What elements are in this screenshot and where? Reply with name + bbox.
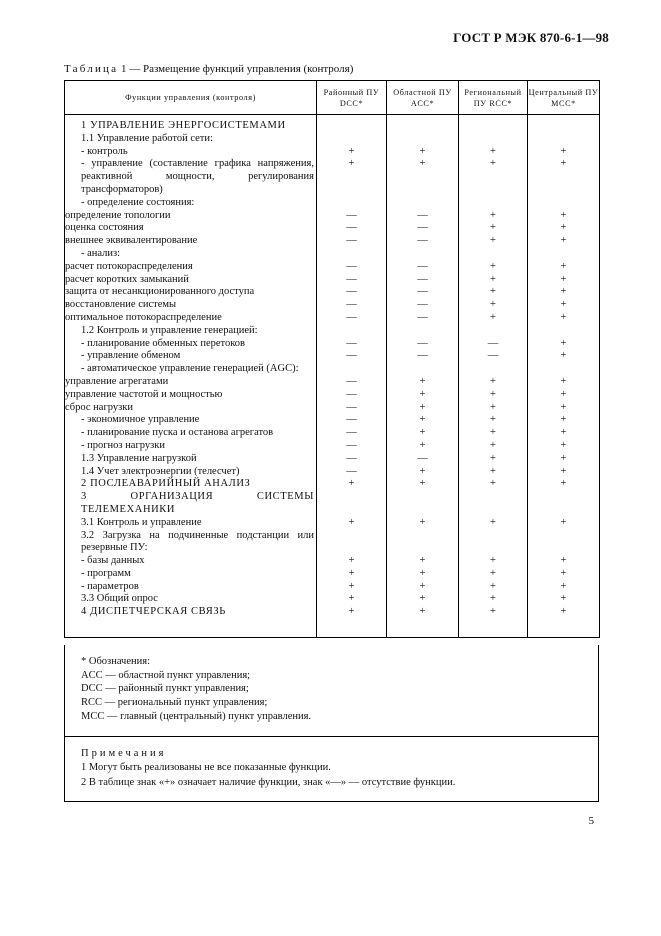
presence-mark: + [528, 606, 600, 637]
table-row [65, 376, 600, 389]
function-label: - определение состояния: [65, 197, 317, 210]
table-caption-word: Таблица [64, 63, 119, 75]
presence-mark [528, 491, 600, 517]
table-row [65, 222, 600, 235]
table-row [65, 350, 600, 363]
function-label: - прогноз нагрузки [65, 440, 317, 453]
function-label: 2 ПОСЛЕАВАРИЙНЫЙ АНАЛИЗ [65, 478, 317, 491]
presence-mark: + [317, 517, 387, 530]
presence-mark [387, 530, 459, 556]
presence-mark: + [459, 299, 528, 312]
presence-mark: + [528, 555, 600, 568]
presence-mark: + [528, 440, 600, 453]
presence-mark [317, 115, 387, 133]
table-row [65, 261, 600, 274]
presence-mark [317, 133, 387, 146]
presence-mark [387, 491, 459, 517]
presence-mark [459, 363, 528, 376]
table-row [65, 133, 600, 146]
table-body [65, 115, 600, 638]
presence-mark: + [528, 338, 600, 351]
presence-mark [528, 325, 600, 338]
presence-mark [528, 530, 600, 556]
table-row [65, 606, 600, 637]
presence-mark: — [317, 414, 387, 427]
function-label: - контроль [65, 146, 317, 159]
presence-mark: + [459, 389, 528, 402]
presence-mark: + [387, 606, 459, 637]
presence-mark: — [387, 274, 459, 287]
column-header-functions: Функции управления (контроля) [65, 81, 317, 115]
presence-mark [528, 197, 600, 210]
function-label: 1 УПРАВЛЕНИЕ ЭНЕРГОСИСТЕМАМИ [65, 115, 317, 133]
function-label: - планирование обменных перетоков [65, 338, 317, 351]
presence-mark [459, 325, 528, 338]
presence-mark: + [459, 274, 528, 287]
presence-mark [459, 530, 528, 556]
remark-item: 2 В таблице знак «+» означает наличие функции, знак «—» — отсутствие функции. [81, 776, 456, 788]
function-label: оптимальное потокораспределение [65, 312, 317, 325]
function-label: 3 ОРГАНИЗАЦИЯ СИСТЕМЫ ТЕЛЕМЕХАНИКИ [65, 491, 317, 517]
presence-mark: + [387, 414, 459, 427]
table-row [65, 325, 600, 338]
presence-mark: + [459, 517, 528, 530]
presence-mark: — [387, 286, 459, 299]
presence-mark: + [528, 274, 600, 287]
function-label: 1.2 Контроль и управление генерацией: [65, 325, 317, 338]
presence-mark: + [528, 222, 600, 235]
presence-mark: — [317, 222, 387, 235]
presence-mark: + [317, 146, 387, 159]
function-label: 3.1 Контроль и управление [65, 517, 317, 530]
function-label: - анализ: [65, 248, 317, 261]
presence-mark: + [528, 210, 600, 223]
presence-mark: + [387, 158, 459, 196]
presence-mark: + [317, 581, 387, 594]
presence-mark: + [317, 593, 387, 606]
table-row [65, 568, 600, 581]
table-row [65, 286, 600, 299]
presence-mark [459, 491, 528, 517]
presence-mark: + [528, 235, 600, 248]
table-row [65, 146, 600, 159]
table-row [65, 389, 600, 402]
presence-mark: + [387, 402, 459, 415]
function-label: - параметров [65, 581, 317, 594]
presence-mark [528, 363, 600, 376]
presence-mark: + [387, 466, 459, 479]
presence-mark [317, 248, 387, 261]
presence-mark: + [528, 376, 600, 389]
table-row [65, 427, 600, 440]
remark-item: 1 Могут быть реализованы не все показанные функции. [81, 762, 331, 774]
table-row [65, 530, 600, 556]
presence-mark: + [459, 222, 528, 235]
function-label: 3.2 Загрузка на подчиненные подстанции или резервные ПУ: [65, 530, 317, 556]
presence-mark: + [528, 286, 600, 299]
table-caption-text: 1 — Размещение функций управления (контроля) [118, 63, 354, 75]
presence-mark: + [387, 440, 459, 453]
presence-mark: + [528, 146, 600, 159]
presence-mark: — [387, 261, 459, 274]
presence-mark: + [317, 158, 387, 196]
function-label: защита от несанкционированного доступа [65, 286, 317, 299]
presence-mark: + [387, 555, 459, 568]
presence-mark: — [317, 261, 387, 274]
function-label: 1.4 Учет электроэнергии (телесчет) [65, 466, 317, 479]
presence-mark: — [387, 235, 459, 248]
presence-mark: + [317, 606, 387, 637]
presence-mark: + [459, 376, 528, 389]
presence-mark [387, 325, 459, 338]
function-label: - программ [65, 568, 317, 581]
presence-mark [317, 530, 387, 556]
presence-mark: + [459, 158, 528, 196]
presence-mark: + [528, 517, 600, 530]
table-row [65, 581, 600, 594]
presence-mark [528, 248, 600, 261]
presence-mark: + [459, 312, 528, 325]
presence-mark: + [528, 466, 600, 479]
presence-mark: + [459, 453, 528, 466]
function-label: - экономичное управление [65, 414, 317, 427]
table-row [65, 466, 600, 479]
presence-mark: + [528, 414, 600, 427]
presence-mark: + [317, 478, 387, 491]
presence-mark: + [528, 478, 600, 491]
table-row [65, 210, 600, 223]
legend-item-rcc: RCC — региональный пункт управления; [81, 697, 268, 709]
function-label: сброс нагрузки [65, 402, 317, 415]
column-header-dcc: Районный ПУ DCC* [317, 81, 387, 115]
table-row [65, 312, 600, 325]
presence-mark: + [528, 593, 600, 606]
presence-mark [387, 248, 459, 261]
table-row [65, 115, 600, 133]
presence-mark: + [387, 517, 459, 530]
presence-mark: — [387, 222, 459, 235]
presence-mark: — [459, 338, 528, 351]
table-row [65, 491, 600, 517]
function-label: 3.3 Общий опрос [65, 593, 317, 606]
presence-mark: + [459, 146, 528, 159]
presence-mark: + [387, 376, 459, 389]
presence-mark [317, 197, 387, 210]
presence-mark: + [528, 299, 600, 312]
presence-mark [317, 363, 387, 376]
function-label: 1.1 Управление работой сети: [65, 133, 317, 146]
presence-mark: + [459, 606, 528, 637]
function-label: - базы данных [65, 555, 317, 568]
legend-box [64, 645, 599, 737]
table-row [65, 235, 600, 248]
presence-mark: + [387, 146, 459, 159]
presence-mark: — [317, 453, 387, 466]
presence-mark: + [528, 581, 600, 594]
presence-mark: — [387, 299, 459, 312]
presence-mark: + [387, 389, 459, 402]
presence-mark: + [528, 453, 600, 466]
function-label: оценка состояния [65, 222, 317, 235]
presence-mark [317, 325, 387, 338]
presence-mark: — [317, 376, 387, 389]
legend-item-dcc: DCC — районный пункт управления; [81, 683, 249, 695]
table-row [65, 453, 600, 466]
column-header-acc: Областной ПУ ACC* [387, 81, 459, 115]
presence-mark: — [387, 312, 459, 325]
presence-mark: — [317, 440, 387, 453]
presence-mark: — [317, 210, 387, 223]
presence-mark: + [459, 402, 528, 415]
presence-mark: — [387, 350, 459, 363]
presence-mark: + [528, 312, 600, 325]
presence-mark: + [387, 427, 459, 440]
presence-mark: + [459, 478, 528, 491]
table-row [65, 248, 600, 261]
table-row [65, 517, 600, 530]
presence-mark: + [387, 568, 459, 581]
presence-mark: + [387, 581, 459, 594]
legend-item-acc: ACC — областной пункт управления; [81, 669, 251, 681]
function-label: управление частотой и мощностью [65, 389, 317, 402]
presence-mark: — [317, 402, 387, 415]
table-row [65, 338, 600, 351]
presence-mark [459, 115, 528, 133]
presence-mark: + [387, 593, 459, 606]
function-label: 4 ДИСПЕТЧЕРСКАЯ СВЯЗЬ [65, 606, 317, 637]
page-number: 5 [588, 815, 594, 827]
function-label: - управление (составление графика напряжения, реактивной мощности, регулирования трансформаторов) [65, 158, 317, 196]
presence-mark: + [528, 158, 600, 196]
presence-mark: + [459, 581, 528, 594]
presence-mark [459, 248, 528, 261]
presence-mark: — [317, 389, 387, 402]
presence-mark: — [387, 453, 459, 466]
function-label: управление агрегатами [65, 376, 317, 389]
presence-mark: + [528, 350, 600, 363]
function-label: восстановление системы [65, 299, 317, 312]
presence-mark: + [528, 402, 600, 415]
presence-mark [387, 197, 459, 210]
table-row [65, 402, 600, 415]
presence-mark: + [528, 261, 600, 274]
presence-mark: — [459, 350, 528, 363]
presence-mark: + [459, 235, 528, 248]
presence-mark [459, 133, 528, 146]
presence-mark: — [317, 466, 387, 479]
function-label: расчет потокораспределения [65, 261, 317, 274]
presence-mark: — [317, 286, 387, 299]
presence-mark: + [459, 593, 528, 606]
presence-mark [387, 133, 459, 146]
remarks-title: Примечания [81, 748, 167, 759]
presence-mark [387, 115, 459, 133]
table-row [65, 555, 600, 568]
presence-mark: + [459, 466, 528, 479]
presence-mark: + [459, 568, 528, 581]
presence-mark [387, 363, 459, 376]
presence-mark [317, 491, 387, 517]
function-label: 1.3 Управление нагрузкой [65, 453, 317, 466]
table-header-row [65, 81, 600, 115]
legend-title: * Обозначения: [81, 656, 150, 667]
function-label: - планирование пуска и останова агрегатов [65, 427, 317, 440]
presence-mark: + [459, 210, 528, 223]
presence-mark: + [528, 568, 600, 581]
function-label: - автоматическое управление генерацией (AGC): [65, 363, 317, 376]
presence-mark: + [459, 427, 528, 440]
table-row [65, 593, 600, 606]
presence-mark: — [317, 350, 387, 363]
presence-mark: + [317, 555, 387, 568]
presence-mark: + [459, 440, 528, 453]
column-header-mcc: Центральный ПУ MCC* [528, 81, 600, 115]
presence-mark: + [528, 389, 600, 402]
function-label: внешнее эквивалентирование [65, 235, 317, 248]
column-header-rcc: Региональный ПУ RCC* [459, 81, 528, 115]
presence-mark: + [459, 414, 528, 427]
presence-mark: + [387, 478, 459, 491]
presence-mark: — [317, 338, 387, 351]
function-label: определение топологии [65, 210, 317, 223]
presence-mark: — [317, 427, 387, 440]
table-row [65, 363, 600, 376]
presence-mark: — [387, 338, 459, 351]
presence-mark: + [528, 427, 600, 440]
remarks-box [64, 737, 599, 802]
functions-table [64, 80, 600, 638]
table-row [65, 440, 600, 453]
table-row [65, 299, 600, 312]
presence-mark: — [317, 235, 387, 248]
presence-mark [528, 133, 600, 146]
presence-mark: — [317, 299, 387, 312]
presence-mark [528, 115, 600, 133]
function-label: - управление обменом [65, 350, 317, 363]
presence-mark: + [317, 568, 387, 581]
presence-mark: — [387, 210, 459, 223]
table-row [65, 414, 600, 427]
presence-mark: + [459, 555, 528, 568]
legend-item-mcc: MCC — главный (центральный) пункт управления. [81, 710, 312, 722]
table-caption [64, 63, 353, 75]
presence-mark: — [317, 312, 387, 325]
presence-mark: — [317, 274, 387, 287]
table-row [65, 158, 600, 196]
document-code: ГОСТ Р МЭК 870-6-1—98 [453, 30, 609, 45]
table-row [65, 197, 600, 210]
function-label: расчет коротких замыканий [65, 274, 317, 287]
table-row [65, 274, 600, 287]
presence-mark [459, 197, 528, 210]
presence-mark: + [459, 261, 528, 274]
table-row [65, 478, 600, 491]
presence-mark: + [459, 286, 528, 299]
